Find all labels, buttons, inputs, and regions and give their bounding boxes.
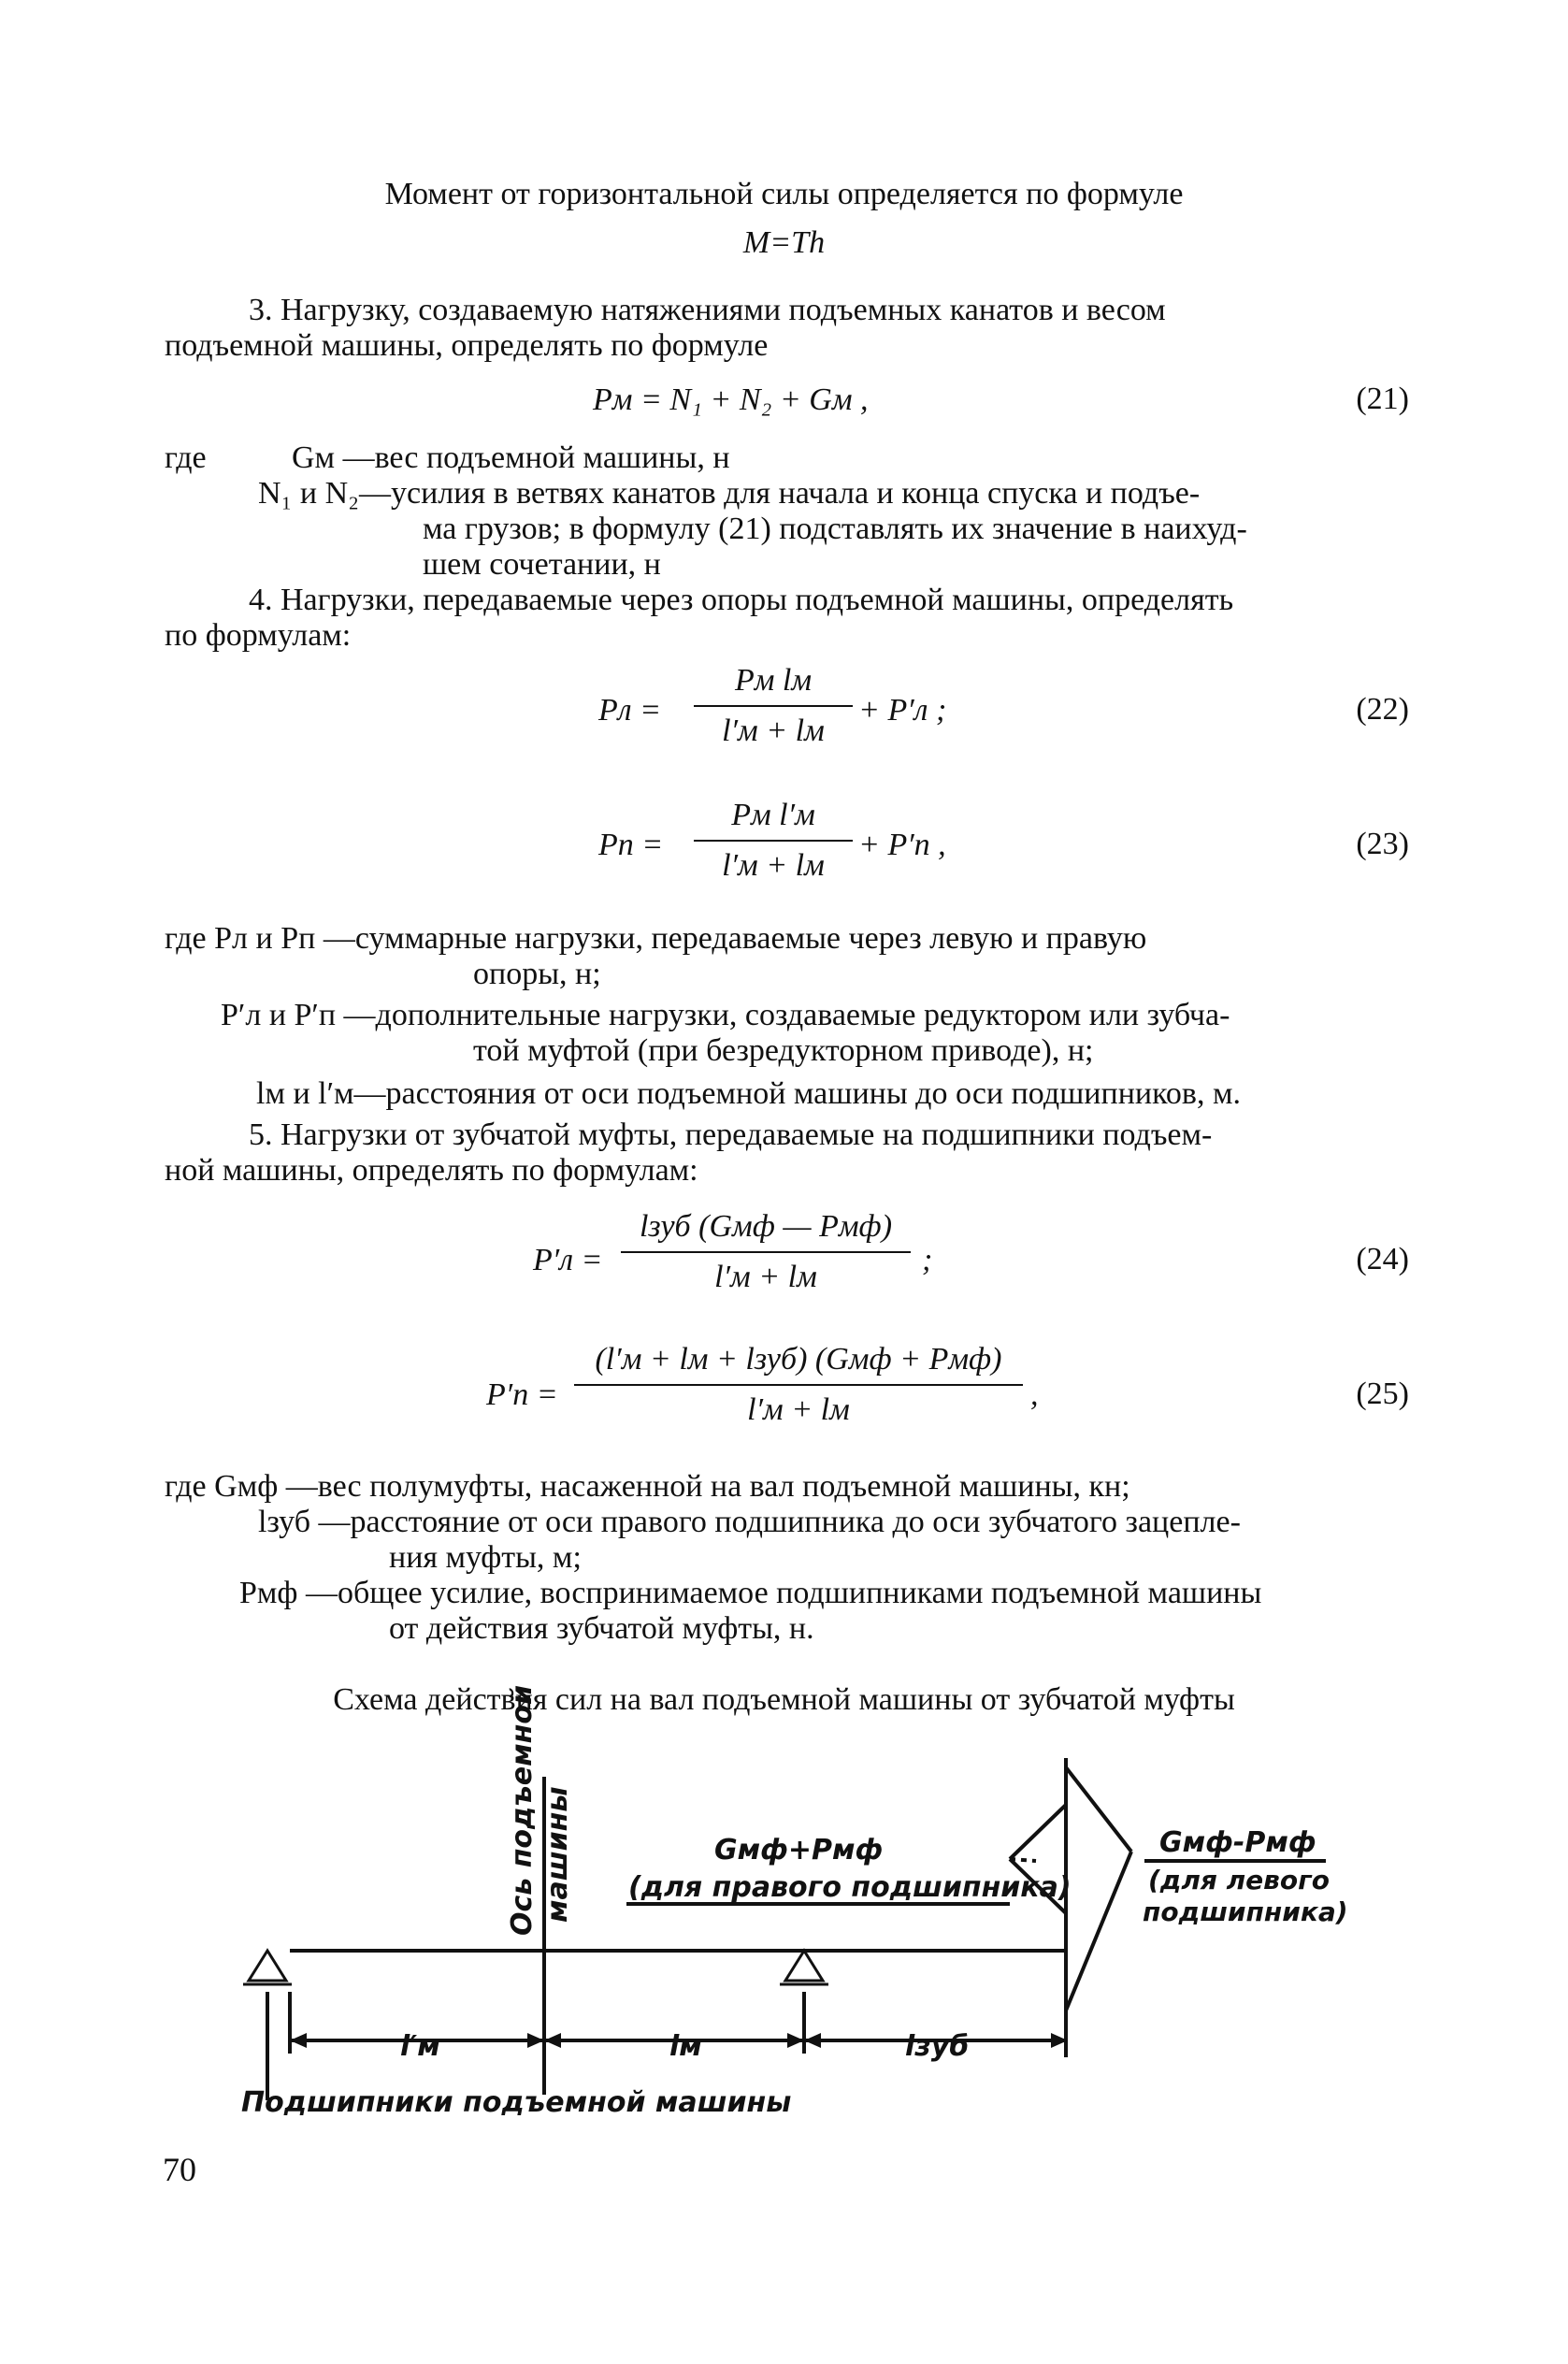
right-bearing-support <box>785 1951 823 1981</box>
where2-line3: P′л и P′п —дополнительные нагрузки, создаваемые редуктором или зубча- <box>221 998 1230 1032</box>
item5-line2: ной машины, определять по формулам: <box>165 1153 698 1188</box>
formula-24-number: (24) <box>1356 1242 1409 1276</box>
formula-24-lhs: P′л = <box>533 1243 603 1277</box>
dim-lzub: lзуб <box>905 2030 970 2063</box>
axis-label-line2: машины <box>541 1786 574 1923</box>
dim-arrow-bearing-left <box>787 2033 804 2048</box>
axis-label-line1: Ось подъемной <box>506 1684 539 1936</box>
formula-21-number: (21) <box>1356 382 1409 416</box>
left-bearing-support <box>249 1951 286 1981</box>
where3-line3: ния муфты, м; <box>389 1540 582 1575</box>
formula-m-th: M=Th <box>742 225 826 260</box>
where1-label: где <box>165 440 207 475</box>
formula-23-numerator: Pм l′м <box>731 798 815 832</box>
force-diff-label: Gмф-Pмф <box>1159 1826 1316 1859</box>
force-diff-note-line1: (для левого <box>1148 1865 1330 1896</box>
formula-23-number: (23) <box>1356 827 1409 861</box>
where3-line1: где Gмф —вес полумуфты, насаженной на вал подъемной машины, кн; <box>165 1469 1130 1504</box>
formula-25-tail: , <box>1030 1377 1039 1412</box>
force-diff-upper <box>1066 1767 1131 1852</box>
formula-23-tail: + P′п , <box>858 828 946 862</box>
formula-24-tail: ; <box>922 1243 933 1277</box>
formula-25-number: (25) <box>1356 1377 1409 1411</box>
where2-line1: где Pл и Pп —суммарные нагрузки, передаваемые через левую и правую <box>165 921 1147 956</box>
bearings-caption: Подшипники подъемной машины <box>241 2086 792 2119</box>
formula-23-lhs: Pп = <box>598 828 664 862</box>
dim-arrow-axis-left <box>527 2033 544 2048</box>
dim-lm: lм <box>669 2030 702 2063</box>
where3-line2: lзуб —расстояние от оси правого подшипника до оси зубчатого зацепле- <box>258 1505 1241 1539</box>
formula-25-lhs: P′п = <box>486 1377 558 1412</box>
formula-22-number: (22) <box>1356 692 1409 727</box>
formula-24-numerator: lзуб (Gмф — Pмф) <box>639 1209 893 1244</box>
force-diff-lower <box>1066 1852 1131 2011</box>
force-sum-upper <box>1010 1805 1066 1859</box>
formula-24-denominator: l′м + lм <box>714 1260 817 1294</box>
item4-line2: по формулам: <box>165 618 352 653</box>
dim-lm-prime: l′м <box>400 2030 440 2063</box>
where2-line2: опоры, н; <box>473 957 601 991</box>
dim-arrow-bearing-right <box>804 2033 821 2048</box>
formula-25-denominator: l′м + lм <box>747 1392 850 1427</box>
formula-23-denominator: l′м + lм <box>722 848 825 883</box>
intro-line: Момент от горизонтальной силы определяется по формуле <box>384 177 1184 211</box>
page-number: 70 <box>163 2151 196 2188</box>
formula-22-lhs: Pл = <box>598 693 662 728</box>
force-sum-note: (для правого подшипника) <box>628 1871 1072 1904</box>
item4-line1: 4. Нагрузки, передаваемые через опоры подъемной машины, определять <box>249 583 1234 617</box>
diagram-title: Схема действия сил на вал подъемной машины от зубчатой муфты <box>333 1682 1235 1717</box>
formula-21: Pм = N₁ + N₂ + Gм , <box>593 382 869 417</box>
dim-arrow-axis-right <box>544 2033 561 2048</box>
where1-n-line1: N₁ и N₂—усилия в ветвях канатов для начала и конца спуска и подъе- <box>258 476 1201 511</box>
force-diff-note-line2: подшипника) <box>1143 1896 1348 1927</box>
item3-line2: подъемной машины, определять по формуле <box>165 328 769 363</box>
where2-line5: lм и l′м—расстояния от оси подъемной машины до оси подшипников, м. <box>256 1076 1241 1111</box>
dim-arrow-left <box>290 2033 307 2048</box>
formula-22-numerator: Pм lм <box>734 663 813 698</box>
formula-22-tail: + P′л ; <box>858 693 947 728</box>
item3-line1: 3. Нагрузку, создаваемую натяжениями подъемных канатов и весом <box>249 293 1166 327</box>
item5-line1: 5. Нагрузки от зубчатой муфты, передаваемые на подшипники подъем- <box>249 1117 1213 1152</box>
force-sum-dash <box>1010 1859 1036 1861</box>
where1-n-line2: ма грузов; в формулу (21) подставлять их значение в наихуд- <box>423 512 1247 546</box>
where2-line4: той муфтой (при безредукторном приводе), н; <box>473 1033 1094 1068</box>
force-sum-label: Gмф+Pмф <box>714 1834 884 1867</box>
formula-25-numerator: (l′м + lм + lзуб) (Gмф + Pмф) <box>595 1342 1002 1377</box>
formula-22-denominator: l′м + lм <box>722 714 825 748</box>
where1-g: Gм —вес подъемной машины, н <box>292 440 730 475</box>
where1-n-line3: шем сочетании, н <box>423 547 661 582</box>
where3-line4: Pмф —общее усилие, воспринимаемое подшипниками подъемной машины <box>239 1576 1262 1610</box>
where3-line5: от действия зубчатой муфты, н. <box>389 1611 814 1646</box>
